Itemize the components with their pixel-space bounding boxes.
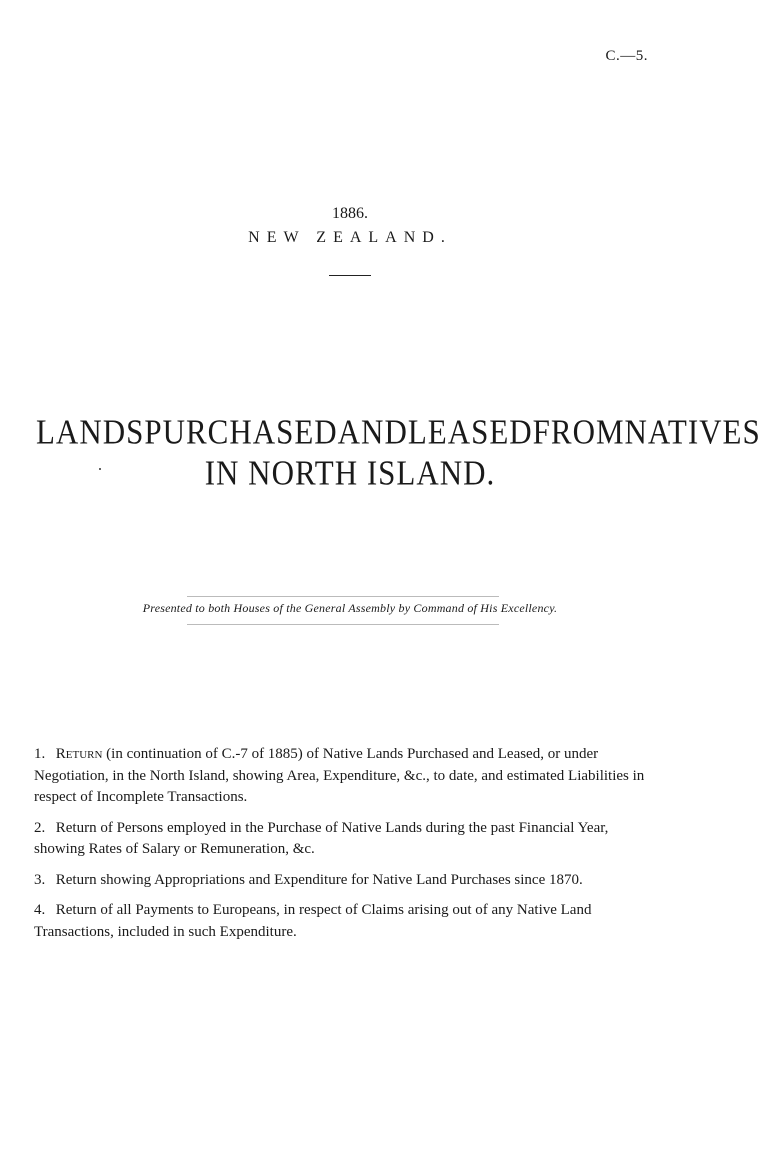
presented-rule-top — [187, 596, 499, 597]
return-number: 1. — [34, 746, 46, 762]
title-word: FROM — [532, 412, 625, 452]
return-text: Return of all Payments to Europeans, in respect of Claims arising out of any Native Land Transactions, included in such Expenditure. — [34, 902, 592, 940]
return-number: 2. — [34, 819, 46, 836]
title-word: NATIVES — [624, 412, 761, 452]
title-word: PURCHASED — [144, 412, 338, 452]
country-heading: NEW ZEALAND. — [248, 229, 452, 246]
return-text: Return showing Appropriations and Expenditure for Native Land Purchases since 1870. — [55, 871, 583, 888]
presented-statement: Presented to both Houses of the General Assembly by Command of His Excellency. — [142, 601, 558, 615]
return-item-1 — [34, 744, 648, 809]
publication-year: 1886. — [332, 205, 368, 222]
return-number: 3. — [34, 871, 46, 888]
presented-rule-bottom — [187, 624, 499, 625]
returns-list — [34, 744, 648, 952]
return-lead-word: Return — [55, 746, 103, 762]
return-item-4 — [34, 900, 648, 943]
return-item-3 — [34, 870, 648, 892]
title-word: AND — [337, 412, 408, 452]
return-text: (in continuation of C.-7 of 1885) of Native Lands Purchased and Leased, or under Negotiation, in the North Island, showing Area, Expenditure, &c., to date, and estimated Liabilities in respect of Incomplete Transactions. — [34, 746, 645, 805]
return-item-2 — [34, 818, 648, 861]
document-title-line-1 — [36, 412, 761, 452]
return-text: Return of Persons employed in the Purchase of Native Lands during the past Financial Year, showing Rates of Salary or Remuneration, &c. — [34, 819, 609, 857]
document-title-line-2: IN NORTH ISLAND. — [204, 453, 496, 493]
return-number: 4. — [34, 902, 46, 918]
short-divider — [329, 275, 371, 276]
paper-reference: C.—5. — [605, 48, 648, 64]
title-word: LANDS — [36, 412, 145, 452]
title-word: LEASED — [407, 412, 533, 452]
